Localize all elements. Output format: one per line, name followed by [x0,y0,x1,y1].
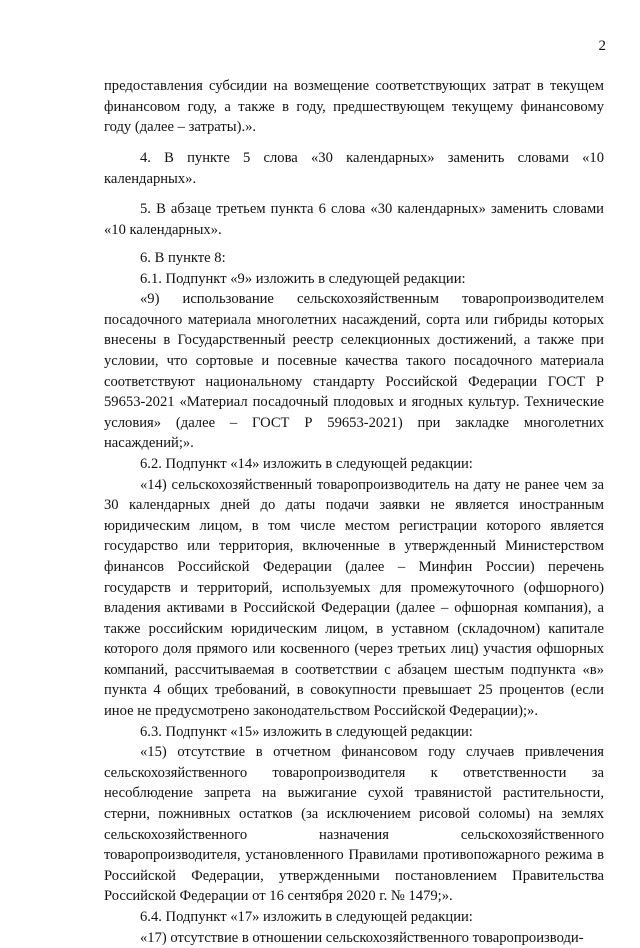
page-number: 2 [598,38,606,54]
item-4 [104,148,604,189]
subitem-heading: 6.4. Подпункт «17» изложить в следующей редакции: [140,909,473,925]
section-heading: 6. В пункте 8: [140,250,226,266]
intro-paragraph [104,76,604,138]
quoted-paragraph: «15) отсутствие в отчетном финансовом году случаев привлечения сельскохозяйственного товаропроизводителя к ответственности за несоблюдение запрета на выжигание сухой травянистой растительности, стерни, пожнивных остатков (за исключением рисовой соломы) на землях сельскохозяйственного назначения сельскохозяйственного товаропроизводителя, установленного Правилами противопожарного режима в Российской Федерации, утвержденными постановлением Правительства Российской Федерации от 16 сентября 2020 г. № 1479;». [104,744,604,905]
item-5 [104,199,604,240]
quoted-paragraph: «14) сельскохозяйственный товаропроизводитель на дату не ранее чем за 30 календарных дней до даты подачи заявки не является иностранным юридическим лицом, в том числе местом регистрации которого является государство или территория, включенные в утвержденный Министерством финансов Российской Федерации (далее – Минфин России) перечень государств и территорий, используемых для промежуточного (офшорного) владения активами в Российской Федерации (далее – офшорная компания), а также российским юридическим лицом, в уставном (складочном) капитале которого доля прямого или косвенного (через третьих лиц) участия офшорных компаний, рассчитываемая в соответствии с абзацем шестым подпункта «в» пункта 4 общих требований, в совокупности превышает 25 процентов (если иное не предусмотрено законодательством Российской Федерации);». [104,476,604,720]
subitem-heading: 6.3. Подпункт «15» изложить в следующей редакции: [140,723,473,740]
quoted-paragraph: «9) использование сельскохозяйственным товаропроизводителем посадочного материала многолетних насаждений, сорта или гибриды которых внесены в Государственный реестр селекционных достижений, а также при условии, что сортовые и посевные качества такого посадочного материала соответствуют национальному стандарту Российской Федерации ГОСТ Р 59653-2021 «Материал посадочный плодовых и ягодных культур. Технические условия» (далее – ГОСТ Р 59653-2021) при закладке многолетних насаждений;». [104,291,604,452]
paragraph-text: 5. В абзаце третьем пункта 6 слова «30 календарных» заменить словами «10 календарных». [104,201,604,238]
subitem-heading: 6.1. Подпункт «9» изложить в следующей редакции: [140,270,466,287]
item-6 [104,248,604,948]
quoted-paragraph: «17) отсутствие в отношении сельскохозяйственного товаропроизводи- [140,929,584,946]
paragraph-text: предоставления субсидии на возмещение соответствующих затрат в текущем финансовом году, а также в году, предшествующем текущему финансовому году (далее – затраты).». [104,78,604,136]
subitem-heading: 6.2. Подпункт «14» изложить в следующей редакции: [140,455,473,472]
paragraph-text: 4. В пункте 5 слова «30 календарных» заменить словами «10 календарных». [104,150,604,187]
